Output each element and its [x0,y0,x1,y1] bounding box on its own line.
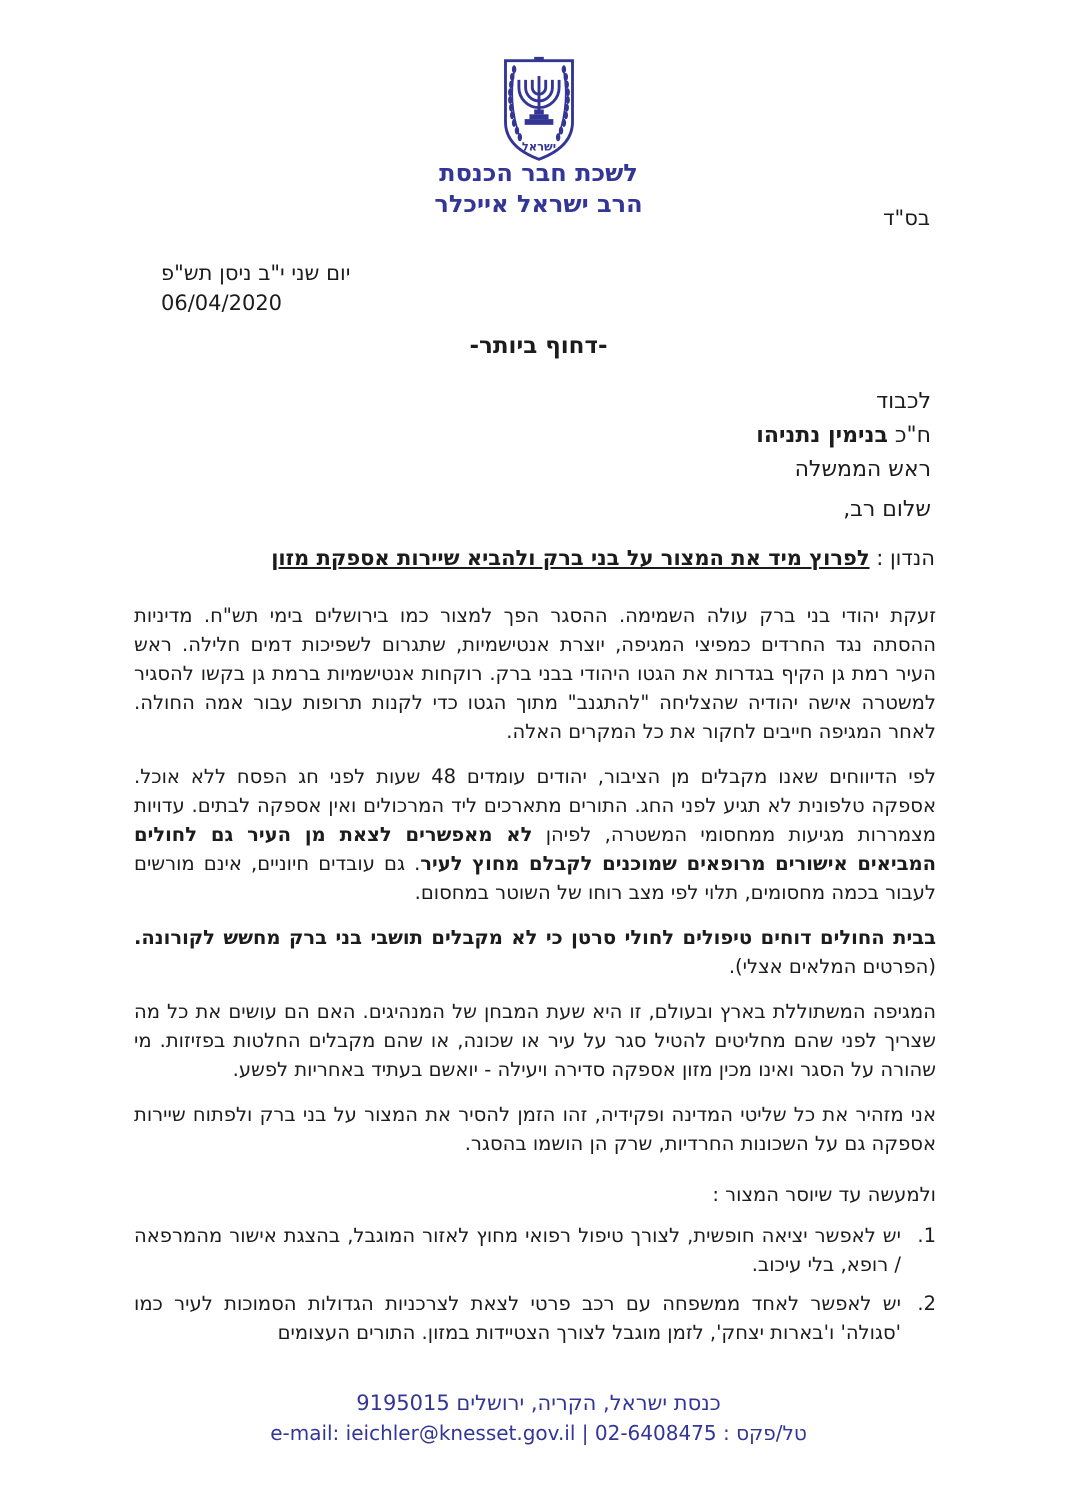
list-item-number: 1. [917,1224,936,1247]
paragraph-bold-text: לא מאפשרים לצאת מן העיר גם לחולים המביאים אישורים מרופאים שמוכנים לקבלם מחוץ לעיר [134,823,937,875]
office-name: לשכת חבר הכנסת [439,159,638,187]
list-item-text: יש לאפשר לאחד ממשפחה עם רכב פרטי לצאת לצרכניות הגדולות הסמוכות לעיר כמו 'סגולה' ו'בארות יצחק', לזמן מוגבל לצורך הצטיידות במזון. התורים העצומים [134,1292,901,1344]
paragraph-text: זעקת יהודי בני ברק עולה השמימה. ההסגר הפך למצור כמו בירושלים בימי תש"ח. מדיניות ההסתה נגד החרדים כמפיצי המגיפה, יוצרת אנטישמיות, שתגרום לשפיכות דמים חלילה. ראש העיר רמת גן הקיף בגדרות את הגטו היהודי בבני ברק. רוקחות אנטישמיות ברמת גן בקשו להסגיר למשטרה אישה יהודיה שהצליחה "להתגנב" מתוך הגטו כדי לקנות תרופות עבור אמה החולה. לאחר המגיפה חייבים לחקור את כל המקרים האלה. [134,604,936,743]
list-item-number: 2. [917,1292,936,1315]
menorah-icon [518,76,558,111]
paragraph-text: (הפרטים המלאים אצלי). [728,955,936,978]
israel-state-emblem [0,54,1077,170]
list-lead: ולמעשה עד שיוסר המצור : [712,1183,936,1206]
paragraph-text: המגיפה המשתוללת בארץ ובעולם, זו היא שעת המבחן של המנהיגים. האם הם עושים את כל מה שצריך לפני שהם מחליטים להטיל סגר על עיר או שכונה, או שהם מקבלים החלטות בפזיזות. מי שהורה על הסגר ואינו מכין מזון אספקה סדירה ויעילה - יואשם בעתיד באחריות לפשע. [134,1000,936,1081]
date-block [161,258,350,318]
body-paragraph-4 [134,997,936,1084]
list-item-text: יש לאפשר יציאה חופשית, לצורך טיפול רפואי מחוץ לאזור המוגבל, בהצגת אישור מהמרפאה / רופא, בלי עיכוב. [134,1224,901,1276]
gregorian-date: 06/04/2020 [161,291,283,315]
member-name: הרב ישראל אייכלר [434,190,643,218]
subject-label: הנדון : [869,546,935,570]
footer-address: כנסת ישראל, הקריה, ירושלים 9195015 [356,1391,721,1415]
paragraph-text: אני מזהיר את כל שליטי המדינה ופקידיה, זהו הזמן להסיר את המצור על בני ברק ולפתוח שיירות אספקה גם על השכונות החרדיות, שרק הן הושמו בהסגר. [134,1103,936,1155]
subject-line [134,546,935,570]
greeting: שלום רב, [843,497,931,522]
recipient-name: בנימין נתניהו [756,423,888,448]
paragraph-text: לפי הדיווחים שאנו מקבלים מן הציבור, יהודים עומדים 48 שעות לפני חג הפסח ללא אוכל. אספקה טלפונית לא תגיע לפני החג. התורים מתארכים ליד המרכולים ואין אספקה לבתים. עדויות מצמררות מגיעות ממחסומי המשטרה, לפיהן [134,765,936,846]
body-paragraph-2 [134,762,936,907]
letter-body [134,601,936,1357]
emblem-label: ישראל [521,139,556,154]
recipient-role: ראש הממשלה [794,457,931,482]
subject-text: לפרוץ מיד את המצור על בני ברק ולהביא שיירות אספקת מזון [271,546,870,570]
recipient-title: ח"כ [887,423,931,448]
list-item [134,1289,936,1347]
body-paragraph-5 [134,1100,936,1158]
footer-contact: e-mail: ieichler@knesset.gov.il | 02-6408475 : טל/פקס [270,1421,807,1445]
salutation: לכבוד [876,389,931,414]
body-paragraph-3 [134,923,936,981]
recipient-name-line [756,419,931,453]
paragraph-text: . גם עובדים חיוניים, אינם מורשים לעבור בכמה מחסומים, תלוי לפי מצב רוחו של השוטר במחסום. [134,852,936,904]
list-item [134,1221,936,1279]
letterhead-footer [0,1388,1077,1448]
bsd-mark: בס"ד [883,206,930,230]
hebrew-date: יום שני י"ב ניסן תש"פ [161,261,351,285]
body-paragraph-1 [134,601,936,746]
paragraph-bold-text: בבית החולים דוחים טיפולים לחולי סרטן כי לא מקבלים תושבי בני ברק מחשש לקורונה. [134,926,936,949]
urgency-label: -דחוף ביותר- [469,333,608,359]
recipient-block [756,385,931,487]
demands-list [134,1221,936,1347]
israel-emblem-svg [491,54,587,166]
